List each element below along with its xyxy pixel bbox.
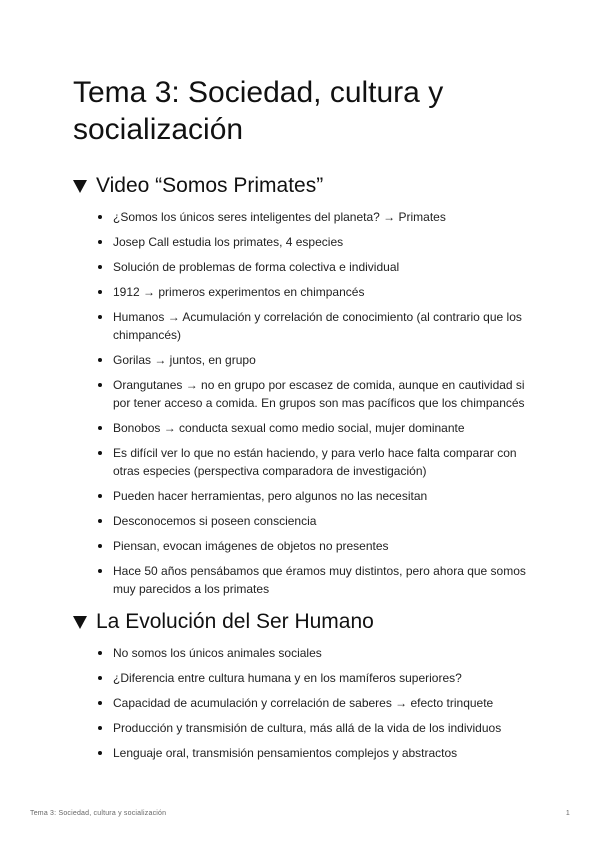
- page-title: Tema 3: Sociedad, cultura y socialización: [73, 76, 444, 146]
- list-item: Gorilas → juntos, en grupo: [73, 351, 543, 369]
- bullet-icon: [98, 751, 102, 755]
- bullet-icon: [98, 215, 102, 219]
- bullet-icon: [98, 315, 102, 319]
- bullet-icon: [98, 569, 102, 573]
- section-evolucion-ser-humano: [73, 609, 543, 769]
- bullet-icon: [98, 494, 102, 498]
- list-item: Hace 50 años pensábamos que éramos muy distintos, pero ahora que somos muy parecidos a los primates: [73, 562, 543, 598]
- list-item: Producción y transmisión de cultura, más allá de la vida de los individuos: [73, 719, 543, 737]
- bullet-icon: [98, 701, 102, 705]
- section-heading-text: La Evolución del Ser Humano: [96, 610, 374, 633]
- list-item: Orangutanes → no en grupo por escasez de comida, aunque en cautividad si por tener acceso a comida. En grupos son mas pacíficos que los chimpancés: [73, 376, 543, 412]
- page-footer: [30, 810, 570, 817]
- bullet-icon: [98, 265, 102, 269]
- list-item: Desconocemos si poseen consciencia: [73, 512, 543, 530]
- bullet-icon: [98, 651, 102, 655]
- bullet-icon: [98, 290, 102, 294]
- section-heading[interactable]: [73, 609, 543, 635]
- bullet-icon: [98, 451, 102, 455]
- list-item: ¿Somos los únicos seres inteligentes del planeta? → Primates: [73, 208, 543, 226]
- bullet-icon: [98, 383, 102, 387]
- bullet-list: [73, 644, 543, 762]
- list-item: Humanos → Acumulación y correlación de conocimiento (al contrario que los chimpancés): [73, 308, 543, 344]
- page-number: 1: [565, 810, 570, 817]
- footer-title: Tema 3: Sociedad, cultura y socialización: [30, 810, 167, 817]
- toggle-triangle-icon[interactable]: [73, 616, 87, 629]
- list-item: Josep Call estudia los primates, 4 especies: [73, 233, 543, 251]
- bullet-icon: [98, 240, 102, 244]
- bullet-icon: [98, 519, 102, 523]
- list-item: Piensan, evocan imágenes de objetos no presentes: [73, 537, 543, 555]
- list-item: Lenguaje oral, transmisión pensamientos complejos y abstractos: [73, 744, 543, 762]
- toggle-triangle-icon[interactable]: [73, 180, 87, 193]
- section-heading-text: Video “Somos Primates”: [96, 174, 324, 197]
- list-item: Bonobos → conducta sexual como medio social, mujer dominante: [73, 419, 543, 437]
- list-item: Pueden hacer herramientas, pero algunos no las necesitan: [73, 487, 543, 505]
- bullet-icon: [98, 544, 102, 548]
- bullet-icon: [98, 676, 102, 680]
- list-item: ¿Diferencia entre cultura humana y en los mamíferos superiores?: [73, 669, 543, 687]
- list-item: Capacidad de acumulación y correlación de saberes → efecto trinquete: [73, 694, 543, 712]
- bullet-icon: [98, 358, 102, 362]
- list-item: No somos los únicos animales sociales: [73, 644, 543, 662]
- bullet-list: [73, 208, 543, 598]
- list-item: Es difícil ver lo que no están haciendo, y para verlo hace falta comparar con otras especies (perspectiva comparadora de investigación): [73, 444, 543, 480]
- bullet-icon: [98, 426, 102, 430]
- bullet-icon: [98, 726, 102, 730]
- list-item: 1912 → primeros experimentos en chimpancés: [73, 283, 543, 301]
- list-item: Solución de problemas de forma colectiva e individual: [73, 258, 543, 276]
- section-video-somos-primates: [73, 173, 543, 605]
- section-heading[interactable]: [73, 173, 543, 199]
